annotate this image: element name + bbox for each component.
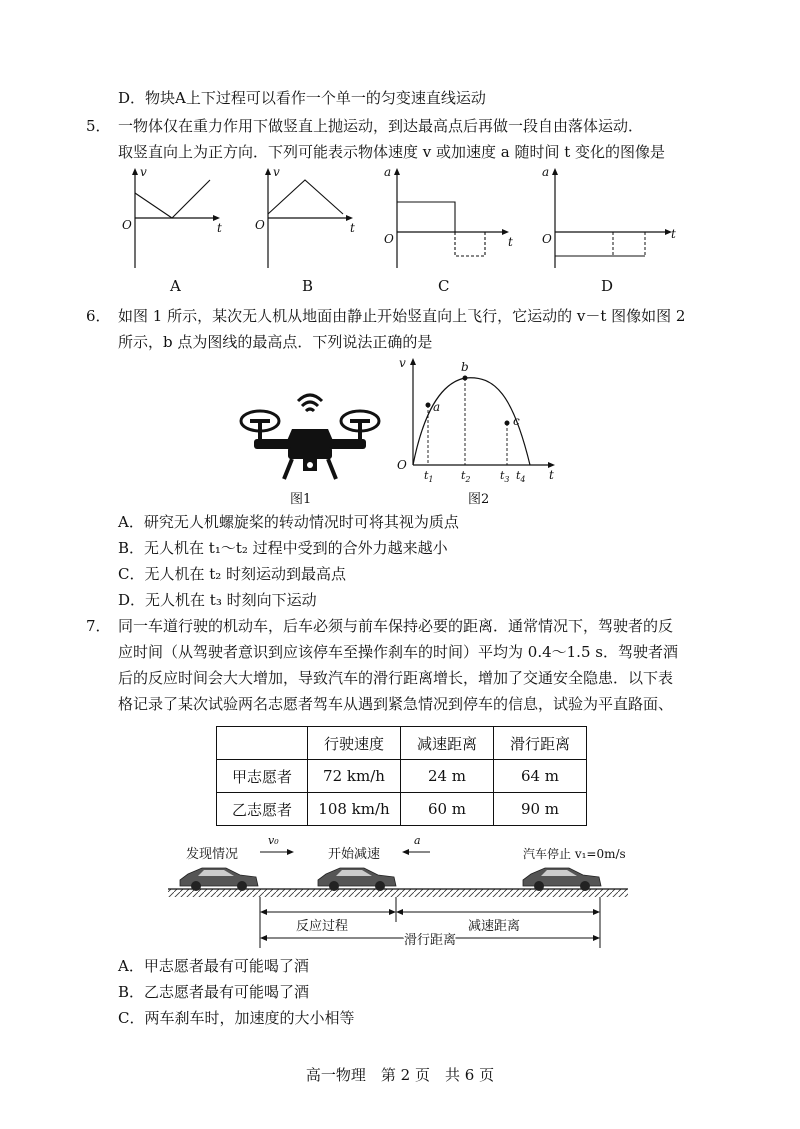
- car-icon: [180, 868, 258, 891]
- table-header-row: [217, 727, 587, 760]
- table-header-empty: [217, 727, 308, 760]
- q5-graph-b: [253, 165, 355, 268]
- vt-origin: O: [397, 458, 407, 472]
- q6-option-d: D．无人机在 t₃ 时刻向下运动: [118, 591, 317, 609]
- table-cell: 108 km/h: [308, 793, 401, 826]
- q5-graph-c: [382, 165, 513, 268]
- vt-axis-t: t: [549, 468, 554, 482]
- q6-vt-graph: [395, 355, 565, 484]
- table-cell: 乙志愿者: [217, 793, 308, 826]
- q7-option-a: A．甲志愿者最有可能喝了酒: [118, 957, 309, 975]
- q6-stem-line1: 如图 1 所示，某次无人机从地面由静止开始竖直向上飞行，它运动的 v－t 图像如图 2: [118, 307, 686, 325]
- q7-stem-line2: 应时间（从驾驶者意识到应该停车至操作刹车的时间）平均为 0.4～1.5 s．驾驶者酒: [118, 643, 678, 661]
- q6-stem-line2: 所示，b 点为图线的最高点．下列说法正确的是: [118, 333, 433, 351]
- table-header-speed: 行驶速度: [308, 727, 401, 760]
- q7-option-b: B．乙志愿者最有可能喝了酒: [118, 983, 310, 1001]
- q5d-axis-t: t: [671, 227, 676, 241]
- q5c-axis-t: t: [508, 235, 513, 249]
- q6-option-b: B．无人机在 t₁～t₂ 过程中受到的合外力越来越小: [118, 539, 448, 557]
- q5-graph-a-label: A: [170, 277, 181, 295]
- vt-tick-t1: $t_1$: [424, 469, 434, 484]
- q5-graph-c-label: C: [438, 277, 450, 295]
- vt-tick-t3: $t_3$: [500, 469, 510, 484]
- vt-axis-v: v: [399, 356, 406, 370]
- vt-point-b: b: [461, 360, 469, 374]
- diagram-stopped: 汽车停止 v₁=0m/s: [523, 847, 626, 861]
- q7-option-c: C．两车刹车时，加速度的大小相等: [118, 1009, 355, 1027]
- table-header-slide: 滑行距离: [494, 727, 587, 760]
- q6-option-a: A．研究无人机螺旋桨的转动情况时可将其视为质点: [118, 513, 459, 531]
- table-row: [217, 793, 587, 826]
- vt-point-a: a: [433, 400, 441, 414]
- q5b-axis-v: v: [273, 165, 280, 179]
- q4-option-d: D．物块A上下过程可以看作一个单一的匀变速直线运动: [118, 89, 486, 107]
- car-icon: [523, 868, 601, 891]
- q7-number: 7．: [86, 617, 111, 635]
- diagram-v0: v₀: [268, 834, 279, 847]
- table-cell: 64 m: [494, 760, 587, 793]
- diagram-found: 发现情况: [186, 847, 239, 862]
- table-row: [217, 760, 587, 793]
- fig1-caption: 图1: [290, 492, 312, 507]
- q5b-origin: O: [255, 218, 265, 232]
- diagram-a: a: [414, 834, 421, 847]
- table-header-decel: 减速距离: [401, 727, 494, 760]
- page-footer: 高一物理 第 2 页 共 6 页: [305, 1066, 495, 1084]
- q5-graph-a: [120, 165, 222, 268]
- fig2-caption: 图2: [468, 492, 490, 507]
- q6-number: 6．: [86, 307, 111, 325]
- q5-graph-d: [540, 165, 676, 268]
- q7-data-table: [216, 726, 587, 826]
- diagram-reaction: 反应过程: [296, 919, 349, 934]
- diagram-start-brake: 开始减速: [328, 847, 381, 862]
- vt-tick-t2: $t_2$: [461, 469, 471, 484]
- q5b-axis-t: t: [350, 221, 355, 235]
- q5-graph-b-label: B: [302, 277, 314, 295]
- vt-tick-t4: $t_4$: [516, 469, 526, 484]
- car-icon: [318, 868, 396, 891]
- vt-point-c: c: [513, 414, 520, 428]
- q5a-origin: O: [122, 218, 132, 232]
- braking-diagram: [168, 832, 628, 952]
- q7-stem-line3: 后的反应时间会大大增加，导致汽车的滑行距离增长，增加了交通安全隐患．以下表: [118, 669, 674, 687]
- table-cell: 甲志愿者: [217, 760, 308, 793]
- q5-graph-d-label: D: [601, 277, 614, 295]
- drone-illustration: [240, 385, 380, 485]
- table-cell: 90 m: [494, 793, 587, 826]
- diagram-slide: 滑行距离: [404, 933, 457, 948]
- table-cell: 60 m: [401, 793, 494, 826]
- q5c-origin: O: [384, 232, 394, 246]
- q5-stem-line1: 一物体仅在重力作用下做竖直上抛运动，到达最高点后再做一段自由落体运动．: [118, 117, 644, 135]
- q5-number: 5．: [86, 117, 111, 135]
- q5d-axis-a: a: [542, 165, 550, 179]
- q7-stem-line1: 同一车道行驶的机动车，后车必须与前车保持必要的距离．通常情况下，驾驶者的反: [118, 617, 674, 635]
- table-cell: 24 m: [401, 760, 494, 793]
- q5c-axis-a: a: [384, 165, 392, 179]
- q5a-axis-v: v: [140, 165, 147, 179]
- table-cell: 72 km/h: [308, 760, 401, 793]
- diagram-decel: 减速距离: [468, 919, 521, 934]
- q6-option-c: C．无人机在 t₂ 时刻运动到最高点: [118, 565, 347, 583]
- q7-stem-line4: 格记录了某次试验两名志愿者驾车从遇到紧急情况到停车的信息，试验为平直路面、: [118, 695, 674, 713]
- q5a-axis-t: t: [217, 221, 222, 235]
- q5-stem-line2: 取竖直向上为正方向．下列可能表示物体速度 v 或加速度 a 随时间 t 变化的图像是: [118, 143, 666, 161]
- q5d-origin: O: [542, 232, 552, 246]
